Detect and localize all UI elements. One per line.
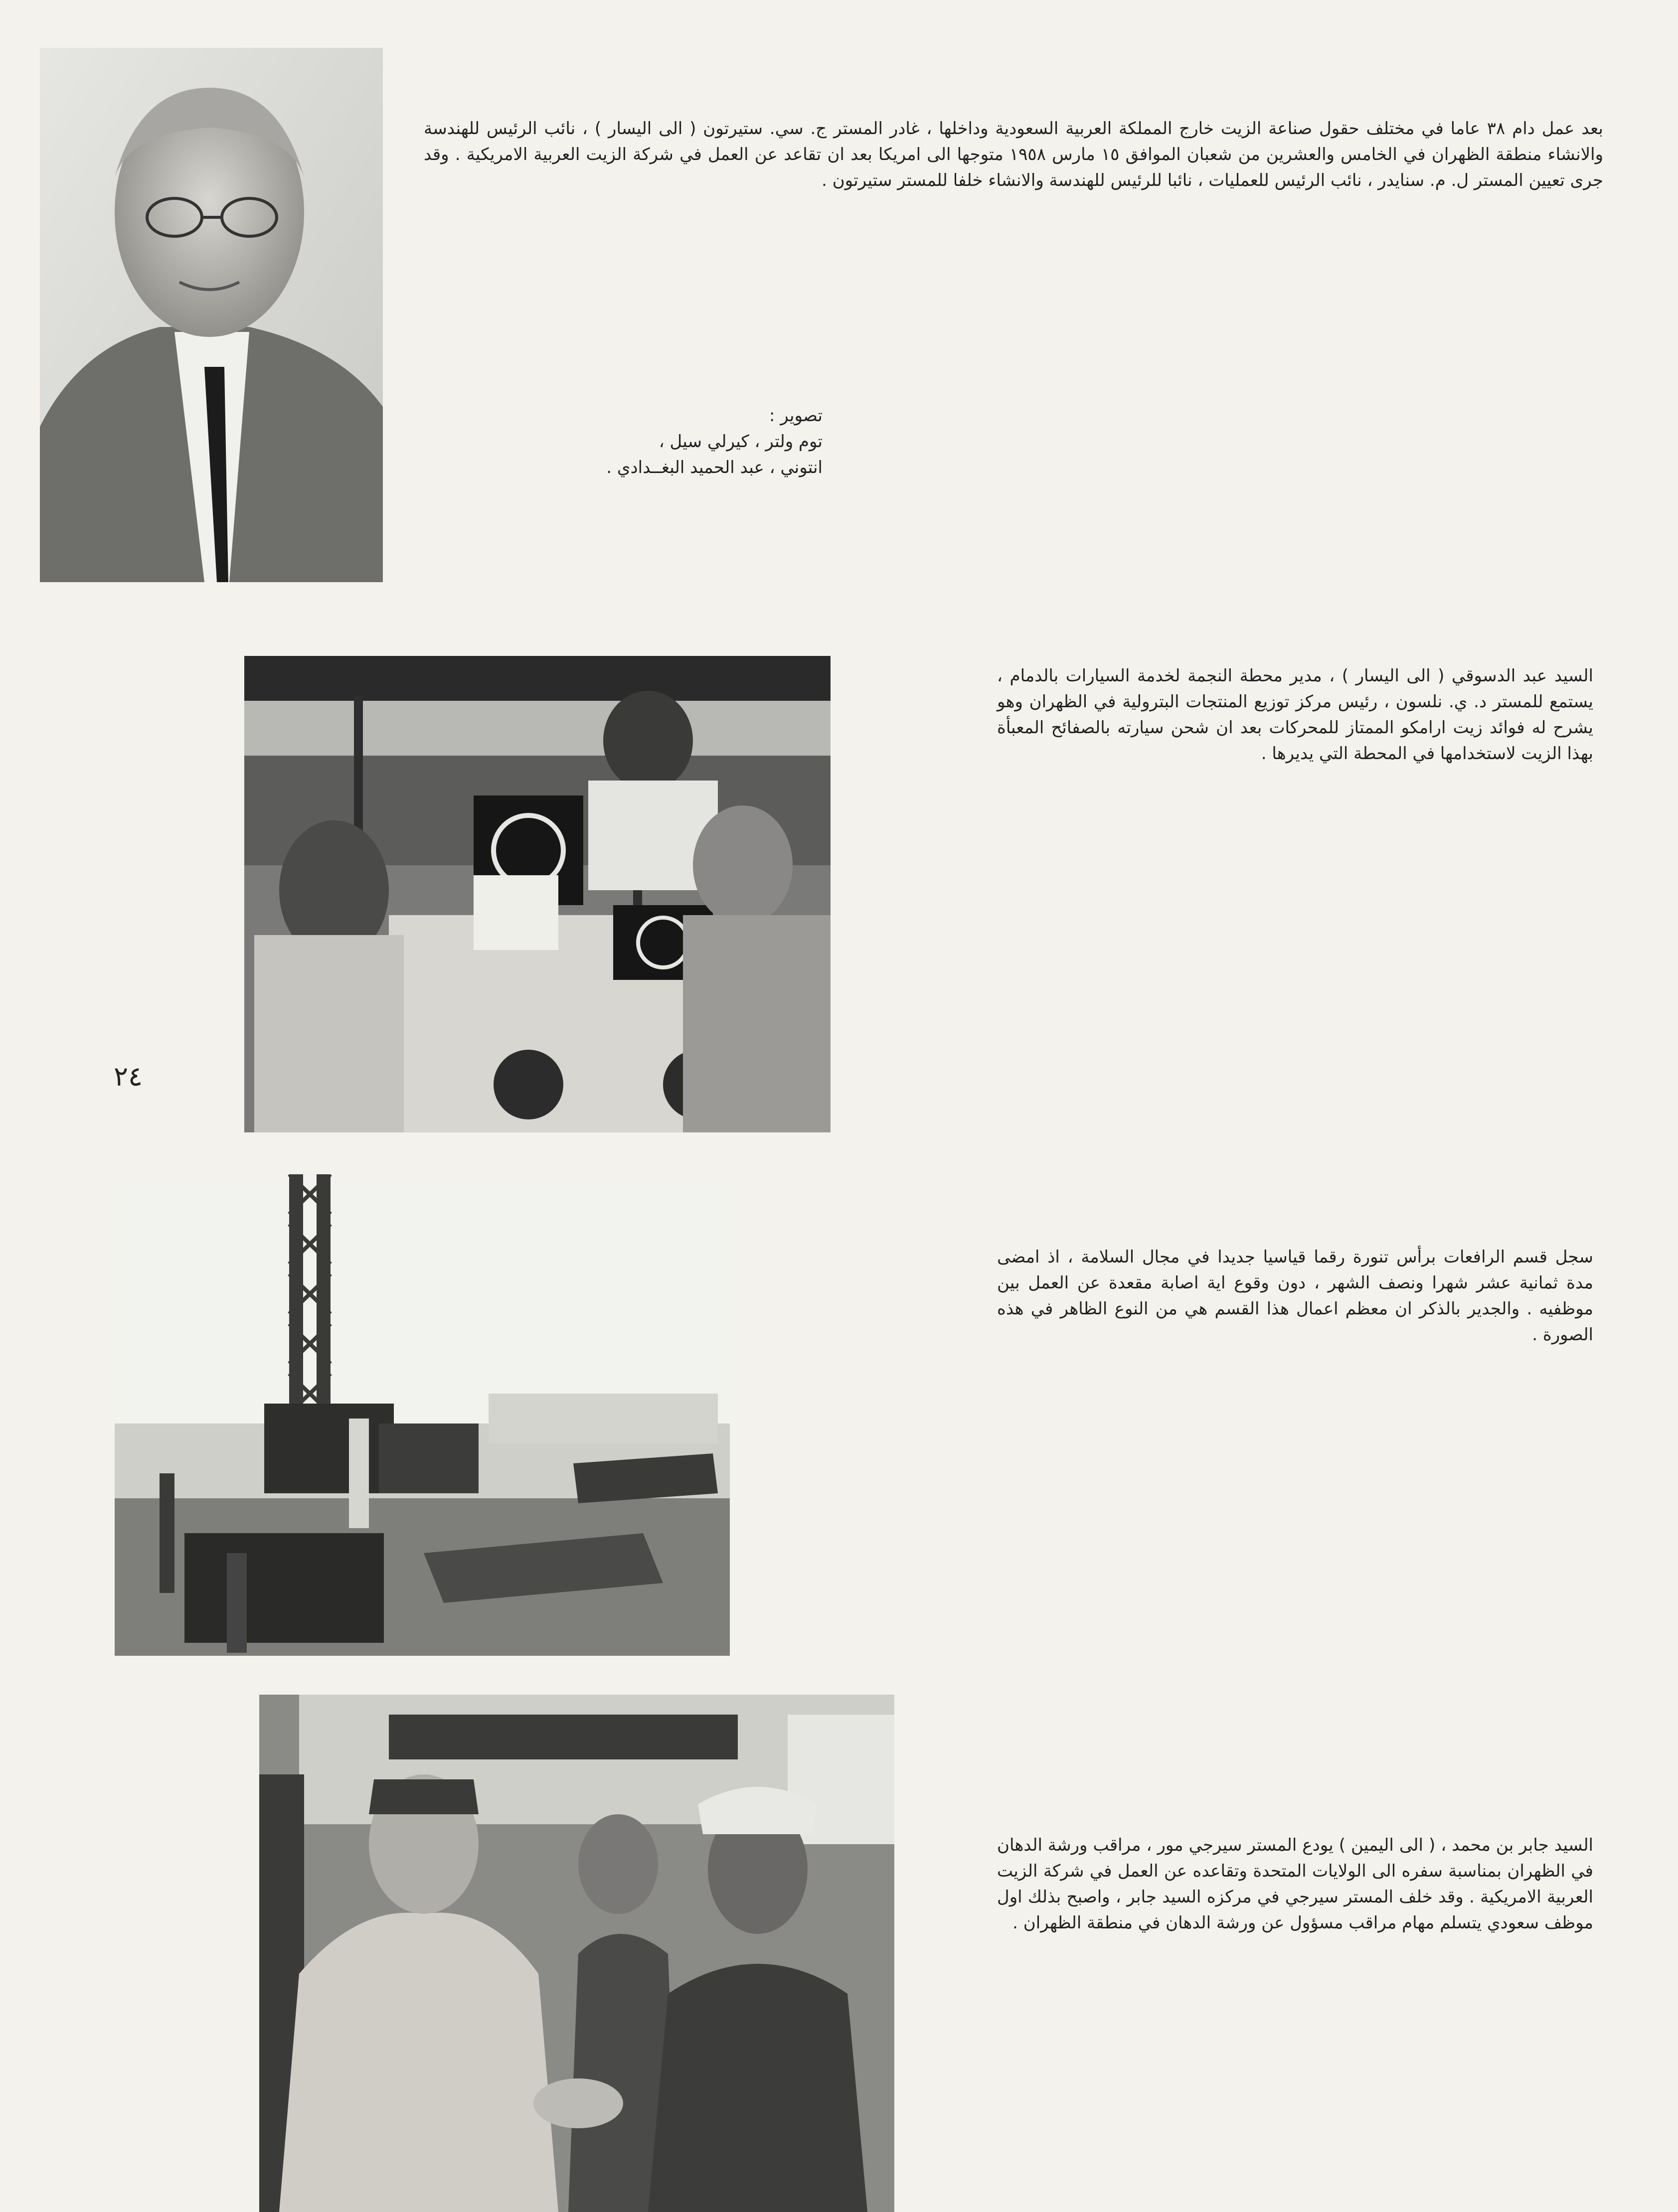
oil-cans-photo [244,656,831,1132]
credits-heading: تصوير : [769,406,823,426]
article-3-text: سجل قسم الرافعات برأس تنورة رقما قياسيا جديدا في مجال السلامة ، اذ امضى مدة ثمانية عشر شهرا ونصف الشهر ، دون وقوع اية اصابة مقعدة عن العمل بين موظفيه . والجدير بالذكر ان معظم اعمال هذا القسم هي من النوع الظاهر في هذه الصورة . [997,1247,1593,1345]
handshake-photo [259,1695,894,2212]
page-number: ٢٤ [114,1061,143,1092]
article-2-text: السيد عبد الدسوقي ( الى اليسار ) ، مدير محطة النجمة لخدمة السيارات بالدمام ، يستمع للمستر د. ي. نلسون ، رئيس مركز توزيع المنتجات البترولية في الظهران وهو يشرح له فوائد زيت ارامكو الممتاز للمحركات بعد ان شحن سيارته بالصفائح المعبأة بهذا الزيت لاستخدامها في المحطة التي يديرها . [997,666,1593,764]
photo-credits [474,403,823,480]
credits-line-1: توم ولتر ، كيرلي سيل ، [659,432,823,452]
portrait-photo [40,48,383,582]
article-4-text: السيد جابر بن محمد ، ( الى اليمين ) يودع المستر سيرجي مور ، مراقب ورشة الدهان في الظهران بمناسبة سفره الى الولايات المتحدة وتقاعده عن العمل في شركة الزيت العربية الامريكية . وقد خلف المستر سيرجي في مركزه السيد جابر ، واصبح بذلك اول موظف سعودي يتسلم مهام مراقب مسؤول عن ورشة الدهان في منطقة الظهران . [997,1835,1593,1933]
article-1-text: بعد عمل دام ٣٨ عاما في مختلف حقول صناعة الزيت خارج المملكة العربية السعودية وداخلها ، غادر المستر ج. سي. ستيرتون ( الى اليسار ) ، نائب الرئيس للهندسة والانشاء منطقة الظهران في الخامس والعشرين من شعبان الموافق ١٥ مارس ١٩٥٨ متوجها الى امريكا بعد ان تقاعد عن العمل في شركة الزيت العربية الامريكية . وقد جرى تعيين المستر ل. م. سنايدر ، نائب الرئيس للعمليات ، نائبا للرئيس للهندسة والانشاء خلفا للمستر ستيرتون . [424,119,1604,190]
credits-line-2: انتوني ، عبد الحميد البغــدادي . [606,458,823,477]
crane-yard-photo [115,1174,730,1656]
